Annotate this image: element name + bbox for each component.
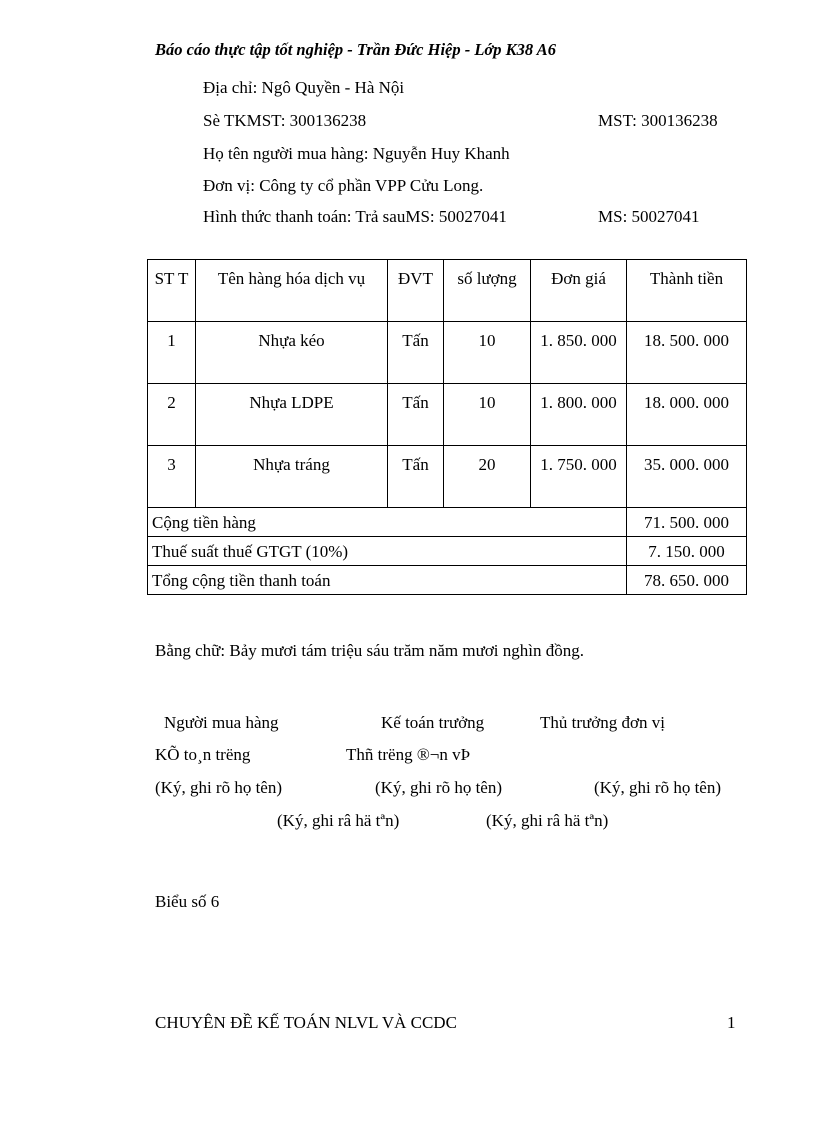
row-price: 1. 800. 000 <box>531 384 627 446</box>
row-total: 18. 500. 000 <box>627 322 747 384</box>
sig-buyer-title: Người mua hàng <box>164 713 279 732</box>
table-row <box>148 384 747 446</box>
payment-line: Hình thức thanh toán: Trả sauMS: 50027041 <box>203 207 507 226</box>
row-qty: 10 <box>444 384 531 446</box>
row-stt: 3 <box>148 446 196 508</box>
header-qty: số lượng <box>444 260 531 322</box>
vat-row <box>148 537 747 566</box>
sig-instruction-3: (Ký, ghi rõ họ tên) <box>594 778 722 797</box>
sig-garbled-accountant: KÕ to¸n trëng <box>155 745 251 764</box>
report-header: Báo cáo thực tập tốt nghiệp - Trần Đức Hiệp - Lớp K38 A6 <box>155 40 556 59</box>
row-name: Nhựa tráng <box>196 446 388 508</box>
buyer-line: Họ tên người mua hàng: Nguyễn Huy Khanh <box>203 144 510 163</box>
grand-total-label: Tổng cộng tiền thanh toán <box>148 566 627 595</box>
invoice-table <box>147 259 747 595</box>
row-unit: Tấn <box>388 322 444 384</box>
sig-instruction-1: (Ký, ghi rõ họ tên) <box>155 778 283 797</box>
sig-garbled-director: Thñ trëng ®¬n vÞ <box>346 745 471 764</box>
address-line: Địa chỉ: Ngô Quyền - Hà Nội <box>203 78 405 97</box>
row-unit: Tấn <box>388 446 444 508</box>
sig-director-title: Thủ trưởng đơn vị <box>540 713 665 732</box>
row-stt: 2 <box>148 384 196 446</box>
subtotal-row <box>148 508 747 537</box>
grand-total-value: 78. 650. 000 <box>627 566 747 595</box>
header-unit: ĐVT <box>388 260 444 322</box>
subtotal-label: Cộng tiền hàng <box>148 508 627 537</box>
ms-code: MS: 50027041 <box>598 207 700 226</box>
vat-label: Thuế suất thuế GTGT (10%) <box>148 537 627 566</box>
row-qty: 10 <box>444 322 531 384</box>
account-line: Sè TKMST: 300136238 <box>203 111 367 130</box>
header-total: Thành tiền <box>627 260 747 322</box>
row-unit: Tấn <box>388 384 444 446</box>
sig-garbled-instruction-1: (Ký, ghi râ hä tªn) <box>277 811 400 830</box>
row-qty: 20 <box>444 446 531 508</box>
row-price: 1. 850. 000 <box>531 322 627 384</box>
table-header-row <box>148 260 747 322</box>
header-price: Đơn giá <box>531 260 627 322</box>
footer-title: CHUYÊN ĐỀ KẾ TOÁN NLVL VÀ CCDC <box>155 1013 457 1032</box>
row-name: Nhựa kéo <box>196 322 388 384</box>
sig-instruction-2: (Ký, ghi rõ họ tên) <box>375 778 503 797</box>
unit-line: Đơn vị: Công ty cổ phần VPP Cửu Long. <box>203 176 484 195</box>
vat-value: 7. 150. 000 <box>627 537 747 566</box>
header-stt: ST T <box>148 260 196 322</box>
table-row <box>148 446 747 508</box>
subtotal-value: 71. 500. 000 <box>627 508 747 537</box>
row-stt: 1 <box>148 322 196 384</box>
amount-in-words: Bằng chữ: Bảy mươi tám triệu sáu trăm năm mươi nghìn đồng. <box>155 641 585 660</box>
row-name: Nhựa LDPE <box>196 384 388 446</box>
sig-garbled-instruction-2: (Ký, ghi râ hä tªn) <box>486 811 609 830</box>
row-price: 1. 750. 000 <box>531 446 627 508</box>
row-total: 18. 000. 000 <box>627 384 747 446</box>
grand-total-row <box>148 566 747 595</box>
figure-caption: Biểu số 6 <box>155 892 220 911</box>
header-name: Tên hàng hóa dịch vụ <box>196 260 388 322</box>
row-total: 35. 000. 000 <box>627 446 747 508</box>
sig-accountant-title: Kế toán trưởng <box>381 713 485 732</box>
table-row <box>148 322 747 384</box>
tax-code: MST: 300136238 <box>598 111 718 130</box>
page-number: 1 <box>727 1013 736 1032</box>
